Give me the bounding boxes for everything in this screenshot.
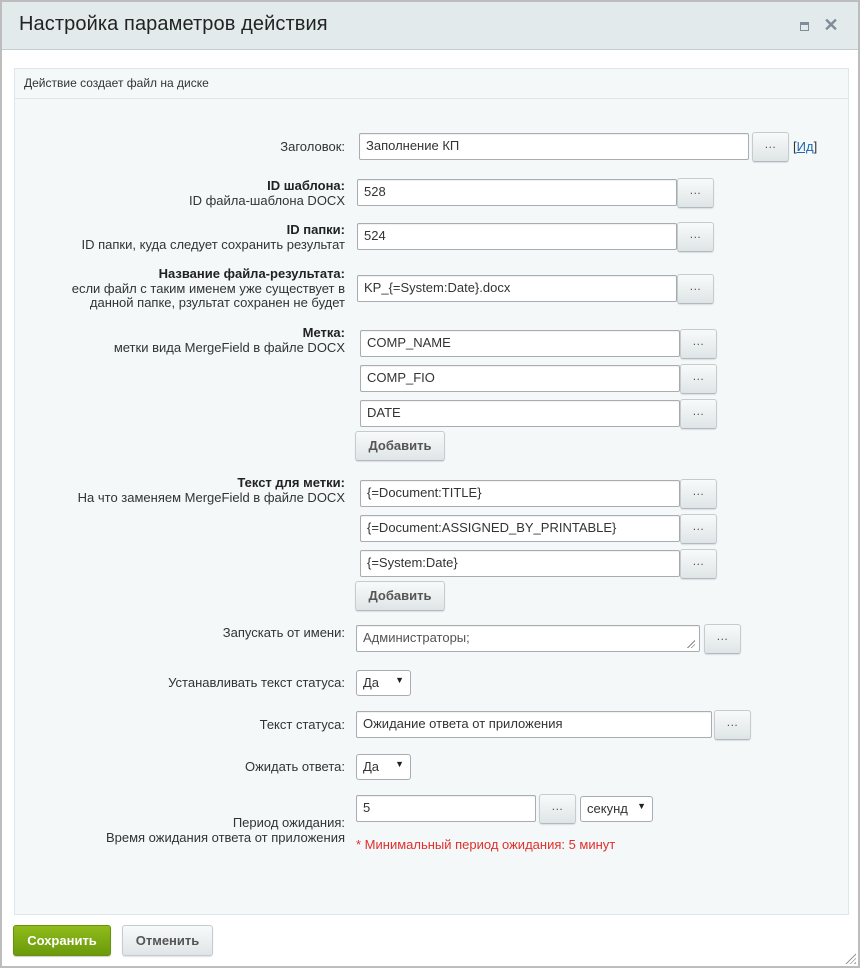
title-label: Заголовок: <box>280 139 345 154</box>
bracket-open: [ <box>793 139 797 154</box>
action-description: Действие создает файл на диске <box>15 69 848 99</box>
tag-texts-title: Текст для метки: <box>237 475 345 490</box>
tag-texts-hint: На что заменяем MergeField в файле DOCX <box>77 489 345 505</box>
action-settings-dialog <box>2 2 858 966</box>
wait-period-title: Период ожидания: <box>232 815 345 830</box>
wait-response-select[interactable] <box>356 754 411 780</box>
run-as-textarea[interactable] <box>356 625 700 652</box>
bracket-close: ] <box>813 139 818 154</box>
tag-texts-label <box>78 476 345 505</box>
maximize-icon[interactable] <box>797 18 813 34</box>
tag-text-input[interactable]: {=Document:TITLE} <box>360 480 680 507</box>
close-icon[interactable]: ✕ <box>823 15 839 35</box>
template-id-label <box>189 179 345 208</box>
tag-text-dots-button[interactable]: ... <box>680 479 717 509</box>
run-as-label: Запускать от имени: <box>222 625 345 640</box>
status-text-input[interactable]: Ожидание ответа от приложения <box>356 711 712 738</box>
id-link-wrapper <box>793 139 817 154</box>
wait-period-unit-value: секунд <box>587 801 628 816</box>
status-text-label: Текст статуса: <box>259 717 345 732</box>
dialog-title: Настройка параметров действия <box>19 13 328 35</box>
template-id-dots-button[interactable]: ... <box>677 178 714 208</box>
add-tag-text-button[interactable]: Добавить <box>355 581 445 611</box>
result-name-dots-button[interactable]: ... <box>677 274 714 304</box>
tag-input[interactable]: COMP_FIO <box>360 365 680 392</box>
tag-text-dots-button[interactable]: ... <box>680 549 717 579</box>
wait-period-dots-button[interactable]: ... <box>539 794 576 824</box>
wait-period-input[interactable]: 5 <box>356 795 536 822</box>
title-input[interactable]: Заполнение КП <box>359 133 749 160</box>
result-name-input[interactable]: KP_{=System:Date}.docx <box>357 275 677 302</box>
folder-id-hint: ID папки, куда следует сохранить результат <box>81 236 345 252</box>
wait-period-label <box>106 816 345 845</box>
dialog-titlebar[interactable] <box>2 2 858 50</box>
tag-dots-button[interactable]: ... <box>680 364 717 394</box>
wait-period-warning: * Минимальный период ожидания: 5 минут <box>356 837 616 852</box>
folder-id-title: ID папки: <box>286 222 345 237</box>
tags-title: Метка: <box>302 325 345 340</box>
tag-text-dots-button[interactable]: ... <box>680 514 717 544</box>
wait-period-hint: Время ожидания ответа от приложения <box>105 829 345 845</box>
folder-id-dots-button[interactable]: ... <box>677 222 714 252</box>
tags-label <box>114 326 345 355</box>
set-status-label: Устанавливать текст статуса: <box>168 675 345 690</box>
tag-text-input[interactable]: {=System:Date} <box>360 550 680 577</box>
wait-period-unit-select[interactable] <box>580 796 653 822</box>
run-as-dots-button[interactable]: ... <box>704 624 741 654</box>
result-name-title: Название файла-результата: <box>158 266 345 281</box>
tag-input[interactable]: COMP_NAME <box>360 330 680 357</box>
wait-response-value: Да <box>363 759 380 774</box>
set-status-select[interactable] <box>356 670 411 696</box>
tag-input[interactable]: DATE <box>360 400 680 427</box>
folder-id-input[interactable]: 524 <box>357 223 677 250</box>
resize-grip-icon[interactable] <box>687 640 695 648</box>
tag-dots-button[interactable]: ... <box>680 399 717 429</box>
tag-dots-button[interactable]: ... <box>680 329 717 359</box>
result-name-hint-1: если файл с таким именем уже существует в <box>71 280 345 296</box>
save-button[interactable]: Сохранить <box>13 925 111 956</box>
id-link[interactable]: Ид <box>796 139 814 154</box>
title-dots-button[interactable]: ... <box>752 132 789 162</box>
wait-response-label: Ожидать ответа: <box>244 759 345 774</box>
tag-text-input[interactable]: {=Document:ASSIGNED_BY_PRINTABLE} <box>360 515 680 542</box>
template-id-input[interactable]: 528 <box>357 179 677 206</box>
cancel-button[interactable]: Отменить <box>122 925 213 956</box>
tags-hint: метки вида MergeField в файле DOCX <box>113 339 345 355</box>
dropdown-arrow-icon: ▼ <box>395 675 404 685</box>
dialog-resize-grip-icon[interactable] <box>845 953 856 964</box>
dropdown-arrow-icon: ▼ <box>395 759 404 769</box>
template-id-title: ID шаблона: <box>267 178 345 193</box>
run-as-value: Администраторы; <box>363 630 470 645</box>
dropdown-arrow-icon: ▼ <box>637 801 646 811</box>
status-text-dots-button[interactable]: ... <box>714 710 751 740</box>
template-id-hint: ID файла-шаблона DOCX <box>188 192 345 208</box>
add-tag-button[interactable]: Добавить <box>355 431 445 461</box>
set-status-value: Да <box>363 675 380 690</box>
folder-id-label <box>82 223 345 252</box>
result-name-hint-2: данной папке, рзультат сохранен не будет <box>89 295 345 310</box>
result-name-label <box>72 267 345 311</box>
